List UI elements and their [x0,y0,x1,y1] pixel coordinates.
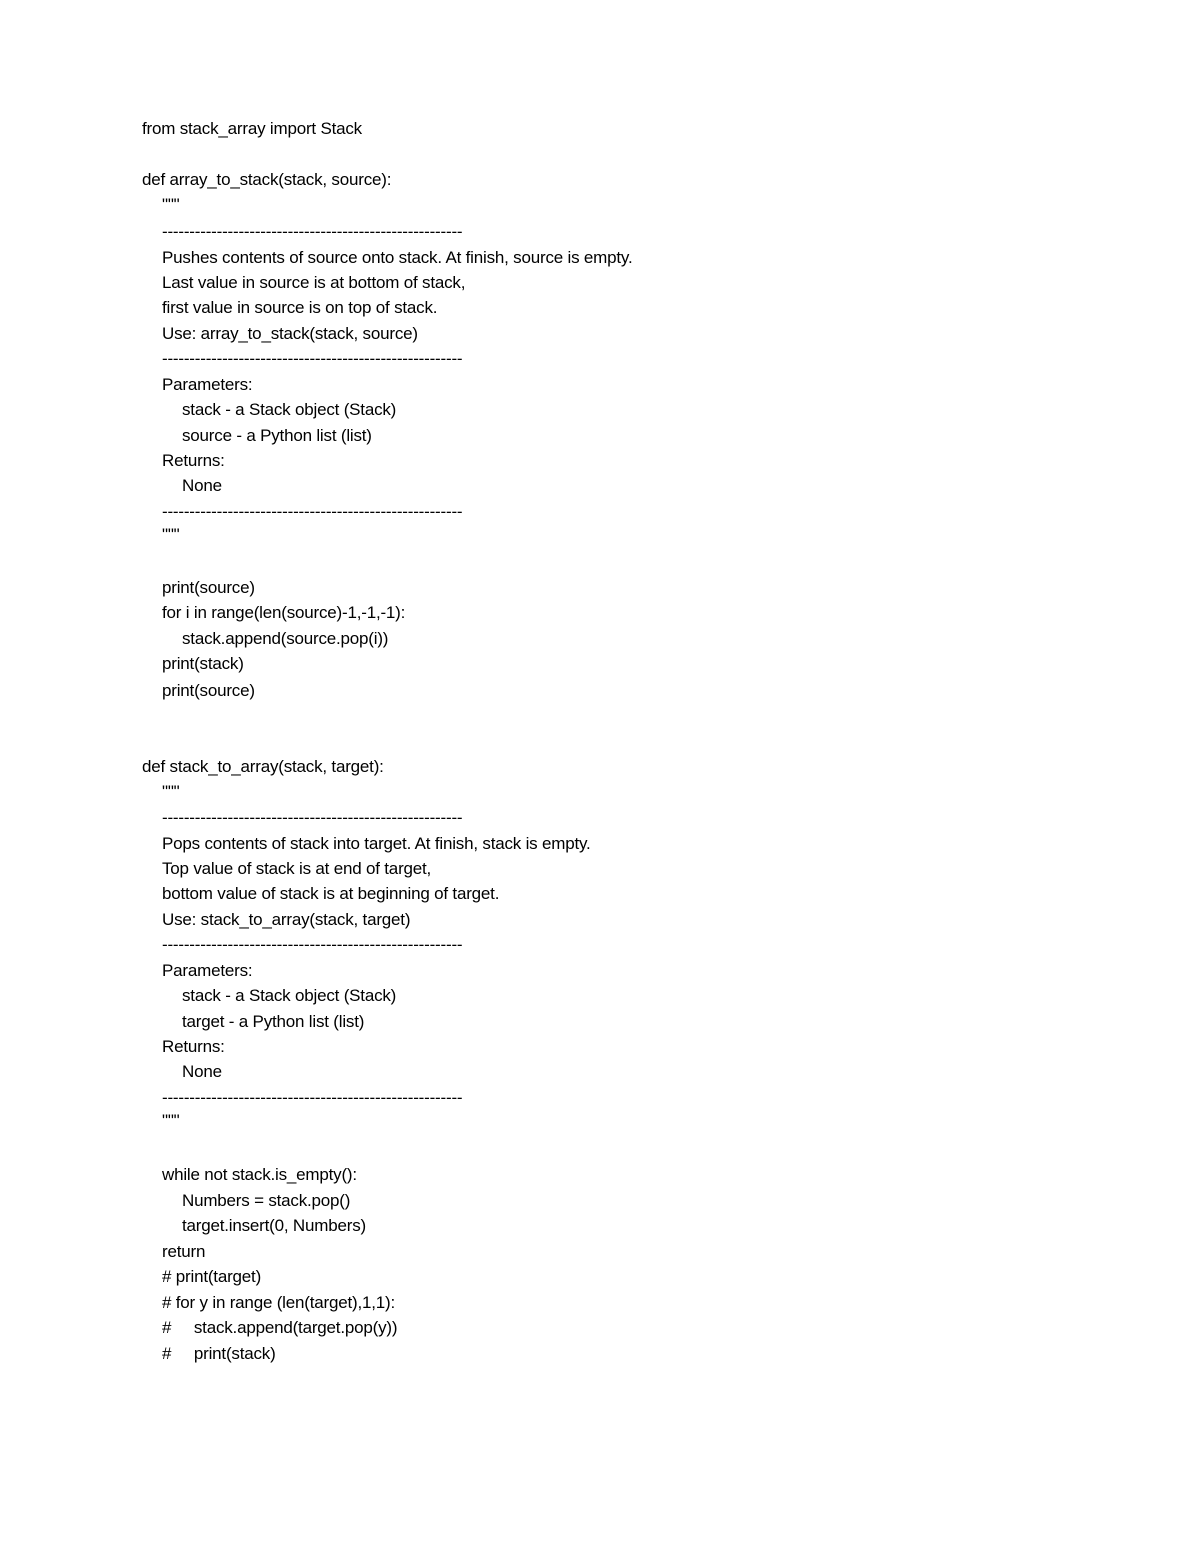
func1-returns-value: None [182,476,222,495]
func1-docstring-close: """ [162,525,180,544]
func2-rule-1: ------------------------------------------------------- [162,808,463,827]
func1-use-line: Use: array_to_stack(stack, source) [162,324,418,343]
func1-parameters-label: Parameters: [162,375,253,394]
func2-parameters-label: Parameters: [162,961,253,980]
func1-description-2: Last value in source is at bottom of stack, [162,273,466,292]
func2-description-3: bottom value of stack is at beginning of target. [162,884,500,903]
func1-code-print-source: print(source) [162,578,255,597]
func1-code-for-loop: for i in range(len(source)-1,-1,-1): [162,603,406,622]
func1-code-print-stack: print(stack) [162,654,244,673]
func2-comment-print-target: # print(target) [162,1267,262,1286]
func2-rule-2: ------------------------------------------------------- [162,935,463,954]
func2-returns-value: None [182,1062,222,1081]
func2-comment-print-stack: # print(stack) [162,1344,276,1363]
func1-def-line: def array_to_stack(stack, source): [142,170,392,189]
func2-docstring-close: """ [162,1111,180,1130]
func2-docstring-open: """ [162,782,180,801]
func1-description-1: Pushes contents of source onto stack. At finish, source is empty. [162,248,633,267]
func1-rule-1: ------------------------------------------------------- [162,222,463,241]
func2-rule-3: ------------------------------------------------------- [162,1088,463,1107]
func2-returns-label: Returns: [162,1037,225,1056]
func1-code-append: stack.append(source.pop(i)) [182,629,389,648]
func2-comment-append: # stack.append(target.pop(y)) [162,1318,398,1337]
func1-rule-2: ------------------------------------------------------- [162,349,463,368]
func2-comment-for-loop: # for y in range (len(target),1,1): [162,1293,396,1312]
func2-def-line: def stack_to_array(stack, target): [142,757,384,776]
import-line: from stack_array import Stack [142,119,362,138]
func2-code-while: while not stack.is_empty(): [162,1165,357,1184]
func2-code-insert: target.insert(0, Numbers) [182,1216,366,1235]
func1-description-3: first value in source is on top of stack. [162,298,438,317]
func2-param-stack: stack - a Stack object (Stack) [182,986,397,1005]
func1-param-source: source - a Python list (list) [182,426,372,445]
func1-docstring-open: """ [162,195,180,214]
func2-description-2: Top value of stack is at end of target, [162,859,432,878]
func1-code-print-source-2: print(source) [162,681,255,700]
func2-code-return: return [162,1242,206,1261]
func2-use-line: Use: stack_to_array(stack, target) [162,910,411,929]
func1-returns-label: Returns: [162,451,225,470]
func2-param-target: target - a Python list (list) [182,1012,365,1031]
func1-rule-3: ------------------------------------------------------- [162,502,463,521]
func1-param-stack: stack - a Stack object (Stack) [182,400,397,419]
func2-code-pop: Numbers = stack.pop() [182,1191,351,1210]
func2-description-1: Pops contents of stack into target. At finish, stack is empty. [162,834,591,853]
